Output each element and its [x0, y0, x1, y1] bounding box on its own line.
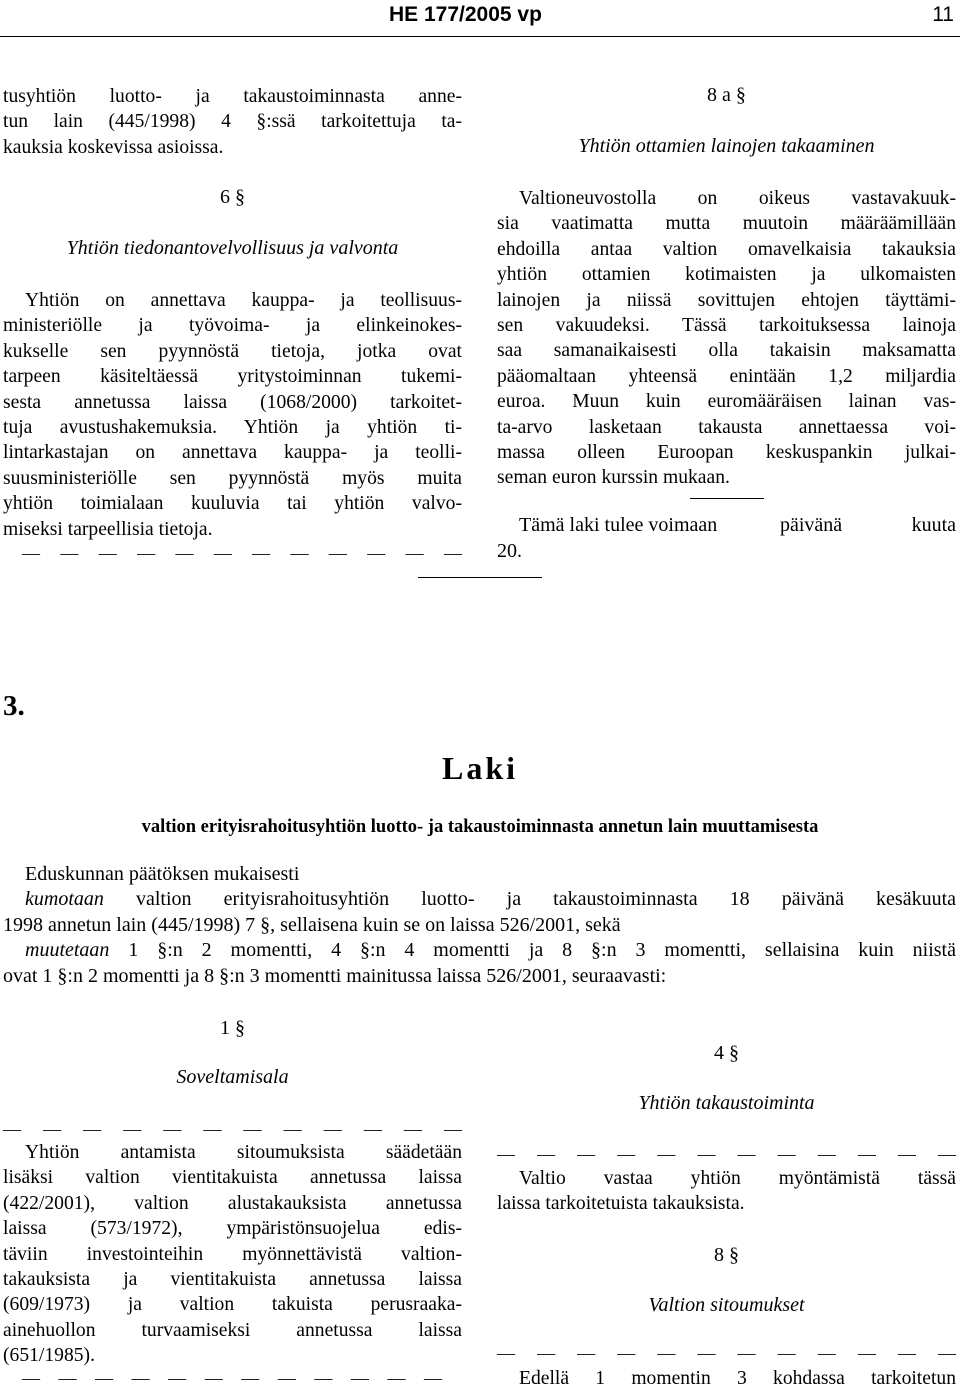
text-line: saa samanaikaisesti olla takaisin maksamatta [497, 340, 956, 362]
text-line: laissa (573/1972), ympäristönsuojelua edis- [3, 1218, 462, 1240]
enacting-clause [3, 862, 956, 989]
omission-dashes: — — — — — — — — — — — — [497, 1144, 956, 1164]
entry-day-word: päivänä [780, 514, 843, 536]
amend-line [3, 938, 956, 963]
text-line: (609/1973) ja valtion takuista perusraaka- [3, 1294, 462, 1316]
entry-year: 20. [497, 540, 522, 562]
law-subtitle: valtion erityisrahoitusyhtiön luotto- ja takaustoiminnasta annetun lain muuttamisesta [141, 817, 819, 837]
law-number: 3. [3, 690, 25, 722]
section-title: Yhtiön tiedonantovelvollisuus ja valvonta [66, 237, 399, 259]
text-line: massa olleen Euroopan keskuspankin julkai- [497, 442, 956, 464]
text-line: ta-arvo lasketaan takausta annettaessa voi- [497, 416, 956, 438]
text-line: lainojen ja niissä sovittujen ehtojen täyttämi- [497, 289, 956, 311]
repeal-line [3, 887, 956, 912]
omission-dashes: — — — — — — — — — — — — [3, 1119, 462, 1139]
omission-dashes: — — — — — — — — — — — — [22, 543, 462, 563]
section-title: Yhtiön ottamien lainojen takaaminen [578, 135, 875, 157]
text-line: kukselle sen pyynnöstä tietoja, jotka ovat [3, 340, 462, 362]
section-8-body [497, 1366, 956, 1391]
omission-dashes: — — — — — — — — — — — — [497, 1343, 956, 1363]
text-line: yhtiön toimialaan kuuluvia tai yhtiön valvo- [3, 493, 462, 515]
section-6-body [3, 288, 462, 542]
end-rule [418, 577, 542, 578]
text-line: sen vakuudeksi. Tässä tarkoituksessa lainoja [497, 315, 956, 337]
text-line: ainehuollon turvaamiseksi annetussa laissa [3, 1319, 462, 1341]
separator-rule [690, 498, 764, 499]
text-line: (651/1985). [3, 1345, 95, 1367]
text-line: suusministeriölle sen pyynnöstä myös muita [3, 467, 462, 489]
text-line: euroa. Muun kuin euromääräisen lainan vas- [497, 391, 956, 413]
section-number: 4 § [714, 1042, 739, 1064]
page-header [0, 0, 960, 37]
entry-into-force-line [519, 513, 956, 538]
text-line: tun lain (445/1998) 4 §:ssä tarkoitettuja ta- [3, 111, 462, 133]
section-title: Valtion sitoumukset [648, 1294, 805, 1316]
text-line: tusyhtiön luotto- ja takaustoiminnasta anne- [3, 86, 462, 107]
section-title: Soveltamisala [176, 1066, 289, 1088]
entry-text: Tämä laki tulee voimaan [519, 514, 718, 536]
section-number: 8 § [714, 1244, 739, 1266]
left-column-top [3, 84, 462, 160]
text-line: sia vaatimatta mutta muutoin määräämillään [497, 213, 956, 235]
text-line: miseksi tarpeellisia tietoja. [3, 518, 213, 540]
section-1-body [3, 1140, 462, 1369]
text-line: ministeriölle ja työvoima- ja elinkeinokes- [3, 315, 462, 337]
amend-line-2: ovat 1 §:n 2 momentti ja 8 §:n 3 momentti mainitussa laissa 526/2001, seuraavasti: [3, 964, 667, 987]
section-number: 6 § [220, 186, 245, 208]
law-title: Laki [441, 750, 519, 786]
text-line: lisäksi valtion vientitakuista annetussa laissa [3, 1167, 462, 1189]
text-line: Yhtiön antamista sitoumuksista säädetään [25, 1142, 462, 1163]
text-line: ehdoilla antaa valtion omavelkaisia takauksia [497, 238, 956, 260]
section-title: Yhtiön takaustoiminta [638, 1092, 815, 1114]
text-line: Edellä 1 momentin 3 kohdassa tarkoitetun [519, 1368, 956, 1389]
omission-dashes: — — — — — — — — — — — — [22, 1368, 442, 1388]
repeal-keyword: kumotaan [25, 888, 104, 911]
text-line: seman euron kurssin mukaan. [497, 467, 730, 489]
text-line: (422/2001), valtion alustakauksista annetussa [3, 1192, 462, 1214]
amend-keyword: muutetaan [25, 939, 110, 962]
section-number: 1 § [220, 1017, 245, 1039]
repeal-line-2: 1998 annetun lain (445/1998) 7 §, sellaisena kuin se on laissa 526/2001, sekä [3, 913, 621, 936]
text-line: yhtiön ottamien kotimaisten ja ulkomaisten [497, 264, 956, 286]
text-line: lintarkastajan on annettava kauppa- ja teolli- [3, 442, 462, 464]
text-line: takauksista ja vientitakuista annetussa laissa [3, 1269, 462, 1291]
page-number: 11 [932, 3, 954, 26]
text-line: Valtio vastaa yhtiön myöntämistä tässä [519, 1168, 956, 1189]
section-4-body [497, 1166, 956, 1217]
text-line: Yhtiön on annettava kauppa- ja teollisuus- [25, 290, 462, 311]
text-line: laissa tarkoitetuista takauksista. [497, 1193, 745, 1215]
section-number: 8 a § [707, 84, 746, 106]
text-line: sesta annetussa laissa (1068/2000) tarkoitet- [3, 391, 462, 413]
amend-text: 1 §:n 2 momentti, 4 §:n 4 momentti ja 8 §:n 3 momentti, sellaisina kuin niistä [109, 939, 956, 962]
text-line: tuja avustushakemuksia. Yhtiön ja yhtiön ti- [3, 417, 462, 439]
text-line: tarpeen käsiteltäessä yritystoiminnan tukemi- [3, 366, 462, 388]
document-id: HE 177/2005 vp [389, 3, 542, 26]
repeal-text: valtion erityisrahoitusyhtiön luotto- ja takaustoiminnasta 18 päivänä kesäkuuta [103, 888, 956, 911]
text-line: pääomaltaan yhteensä enintään 1,2 miljardia [497, 365, 956, 387]
text-line: täviin investointeihin myönnettävistä valtion- [3, 1243, 462, 1265]
entry-month-word: kuuta [911, 514, 956, 536]
enact-line: Eduskunnan päätöksen mukaisesti [25, 863, 300, 885]
text-line: Valtioneuvostolla on oikeus vastavakuuk- [519, 188, 956, 209]
section-8a-body [497, 186, 956, 491]
text-line: kauksia koskevissa asioissa. [3, 136, 224, 158]
